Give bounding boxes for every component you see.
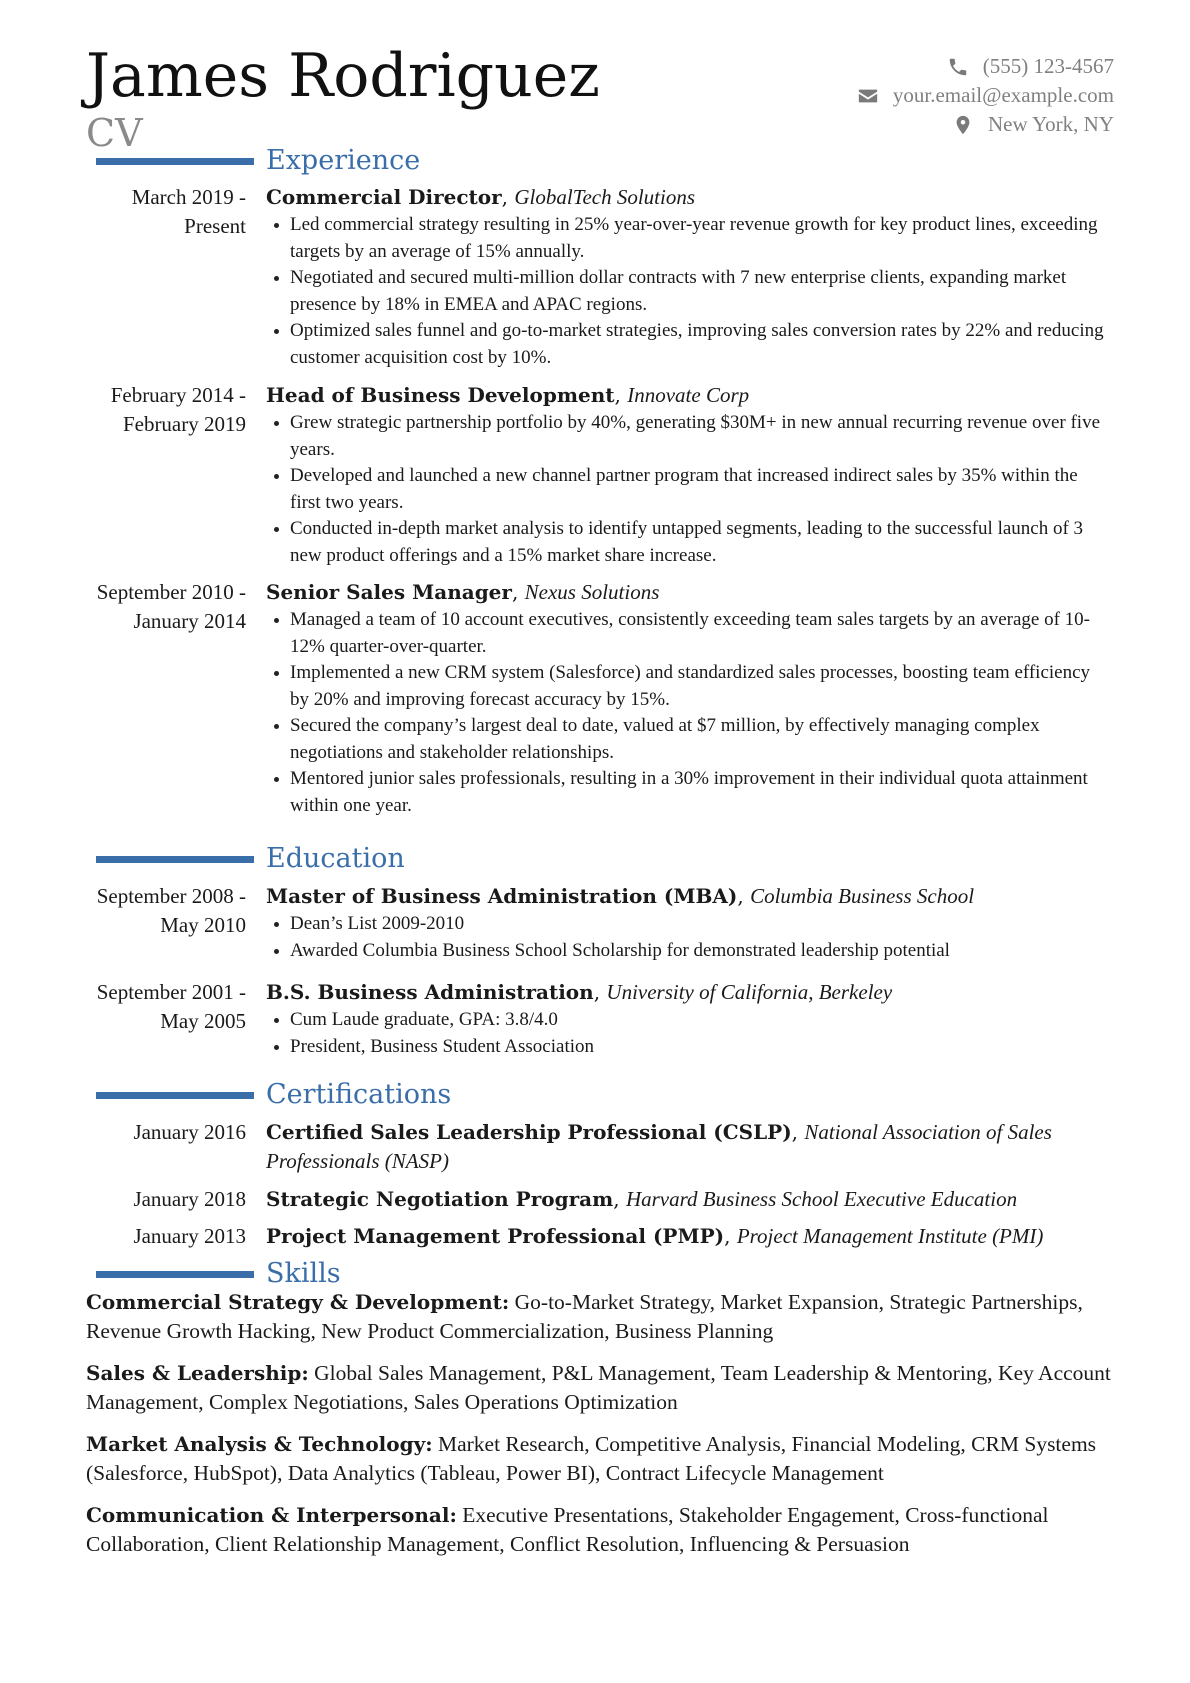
entry-date: March 2019 - Present [131, 185, 246, 238]
section-title: Education [266, 843, 405, 874]
skill-group [86, 1430, 1111, 1488]
bullet-item: Negotiated and secured multi-million dollar contracts with 7 new enterprise clients, expanding market presence by 18% in EMEA and APAC regions. [266, 265, 1110, 318]
entry-role: Master of Business Administration (MBA) [266, 884, 738, 908]
skill-text: Go-to-Market Strategy, Market Expansion, Strategic Partnerships, Revenue Growth Hacking, New Product Commercialization, Business Planning [86, 1290, 1083, 1343]
entry-date: September 2001 - May 2005 [96, 980, 246, 1033]
section-bar [96, 1092, 254, 1099]
entry-role: Senior Sales Manager [266, 580, 512, 604]
section-title: Certifications [266, 1079, 452, 1110]
skill-label: Commercial Strategy & Development: [86, 1290, 510, 1314]
entry-org: University of California, Berkeley [606, 980, 893, 1004]
education-entry [86, 882, 1110, 964]
bullet-item: President, Business Student Association [266, 1034, 1110, 1061]
experience-entry [86, 578, 1110, 819]
certification-entry [86, 1118, 1110, 1176]
entry-title: Head of Business Development, Innovate Corp [266, 383, 750, 407]
contact-phone [857, 52, 1114, 81]
bullet-item: Managed a team of 10 account executives, consistently exceeding team sales targets by an average of 10-12% quarter-over-quarter. [266, 607, 1110, 660]
bullet-item: Led commercial strategy resulting in 25% year-over-year revenue growth for key product lines, exceeding targets by an average of 15% annually. [266, 212, 1110, 265]
entry-title: Master of Business Administration (MBA), Columbia Business School [266, 884, 975, 908]
entry-role: Certified Sales Leadership Professional (CSLP) [266, 1120, 792, 1144]
entry-date: January 2018 [133, 1187, 246, 1211]
entry-date: January 2013 [133, 1224, 246, 1248]
bullet-item: Implemented a new CRM system (Salesforce) and standardized sales processes, boosting team efficiency by 20% and improving forecast accuracy by 15%. [266, 660, 1110, 713]
education-entry [86, 978, 1110, 1060]
skill-group [86, 1359, 1111, 1417]
experience-entry [86, 183, 1110, 371]
section-title: Skills [266, 1258, 341, 1289]
entry-role: Commercial Director [266, 185, 502, 209]
document-subtitle: CV [86, 111, 143, 155]
bullet-item: Developed and launched a new channel partner program that increased indirect sales by 35% within the first two years. [266, 463, 1110, 516]
entry-role: Head of Business Development [266, 383, 615, 407]
experience-entry [86, 381, 1110, 569]
skill-label: Sales & Leadership: [86, 1361, 309, 1385]
section-bar [96, 1271, 254, 1278]
skills-list [86, 1288, 1111, 1572]
entry-org: GlobalTech Solutions [514, 185, 696, 209]
phone-icon [947, 56, 969, 78]
contact-block [857, 52, 1114, 139]
section-experience-header [96, 144, 420, 178]
entry-title: Certified Sales Leadership Professional (CSLP), National Association of Sales Professionals (NASP) [266, 1120, 1052, 1173]
entry-org: Nexus Solutions [524, 580, 660, 604]
bullet-list [266, 410, 1110, 569]
entry-role: B.S. Business Administration [266, 980, 594, 1004]
entry-title: Senior Sales Manager, Nexus Solutions [266, 580, 660, 604]
skill-group [86, 1288, 1111, 1346]
skill-label: Market Analysis & Technology: [86, 1432, 433, 1456]
section-skills-header [96, 1257, 341, 1291]
entry-org: Harvard Business School Executive Education [625, 1187, 1018, 1211]
bullet-item: Cum Laude graduate, GPA: 3.8/4.0 [266, 1007, 1110, 1034]
entry-org: Project Management Institute (PMI) [736, 1224, 1044, 1248]
certification-entry [86, 1222, 1110, 1251]
certification-entry [86, 1185, 1110, 1214]
contact-email [857, 81, 1114, 110]
skill-text: Market Research, Competitive Analysis, Financial Modeling, CRM Systems (Salesforce, HubSpot), Data Analytics (Tableau, Power BI), Contract Lifecycle Management [86, 1432, 1097, 1485]
entry-title: Strategic Negotiation Program, Harvard Business School Executive Education [266, 1187, 1018, 1211]
entry-role: Project Management Professional (PMP) [266, 1224, 725, 1248]
entry-date: February 2014 - February 2019 [110, 383, 246, 436]
skill-group [86, 1501, 1111, 1559]
bullet-item: Dean’s List 2009-2010 [266, 911, 1110, 938]
envelope-icon [857, 85, 879, 107]
bullet-list [266, 212, 1110, 371]
section-certifications-header [96, 1078, 451, 1112]
candidate-name: James Rodriguez [86, 41, 600, 111]
entry-date: September 2010 - January 2014 [96, 580, 246, 633]
bullet-list [266, 911, 1110, 964]
phone-text[interactable]: (555) 123-4567 [982, 54, 1114, 78]
bullet-item: Secured the company’s largest deal to date, valued at $7 million, by effectively managing complex negotiations and stakeholder relationships. [266, 713, 1110, 766]
section-bar [96, 158, 254, 165]
entry-org: Innovate Corp [627, 383, 750, 407]
section-education-header [96, 842, 405, 876]
skill-text: Global Sales Management, P&L Management, Team Leadership & Mentoring, Key Account Management, Complex Negotiations, Sales Operations Optimization [86, 1361, 1111, 1414]
section-bar [96, 856, 254, 863]
location-text: New York, NY [987, 112, 1114, 136]
entry-org: National Association of Sales Professionals (NASP) [266, 1120, 1052, 1173]
bullet-item: Mentored junior sales professionals, resulting in a 30% improvement in their individual quota attainment within one year. [266, 766, 1110, 819]
entry-date: September 2008 - May 2010 [96, 884, 246, 937]
skill-text: Executive Presentations, Stakeholder Engagement, Cross-functional Collaboration, Client Relationship Management, Conflict Resolution, Influencing & Persuasion [86, 1503, 1049, 1556]
bullet-item: Optimized sales funnel and go-to-market strategies, improving sales conversion rates by 22% and reducing customer acquisition cost by 10%. [266, 318, 1110, 371]
skill-label: Communication & Interpersonal: [86, 1503, 457, 1527]
bullet-item: Conducted in-depth market analysis to identify untapped segments, leading to the successful launch of 3 new product offerings and a 15% market share increase. [266, 516, 1110, 569]
entry-org: Columbia Business School [750, 884, 975, 908]
email-text[interactable]: your.email@example.com [892, 83, 1114, 107]
section-title: Experience [266, 145, 421, 176]
entry-title: Commercial Director, GlobalTech Solutions [266, 185, 696, 209]
entry-date: January 2016 [133, 1120, 246, 1144]
entry-title: Project Management Professional (PMP), Project Management Institute (PMI) [266, 1224, 1044, 1248]
bullet-item: Awarded Columbia Business School Scholarship for demonstrated leadership potential [266, 938, 1110, 965]
map-pin-icon [952, 114, 974, 136]
contact-location [857, 110, 1114, 139]
entry-role: Strategic Negotiation Program [266, 1187, 614, 1211]
bullet-list [266, 1007, 1110, 1060]
bullet-item: Grew strategic partnership portfolio by 40%, generating $30M+ in new annual recurring revenue over five years. [266, 410, 1110, 463]
entry-title: B.S. Business Administration, University of California, Berkeley [266, 980, 893, 1004]
bullet-list [266, 607, 1110, 819]
